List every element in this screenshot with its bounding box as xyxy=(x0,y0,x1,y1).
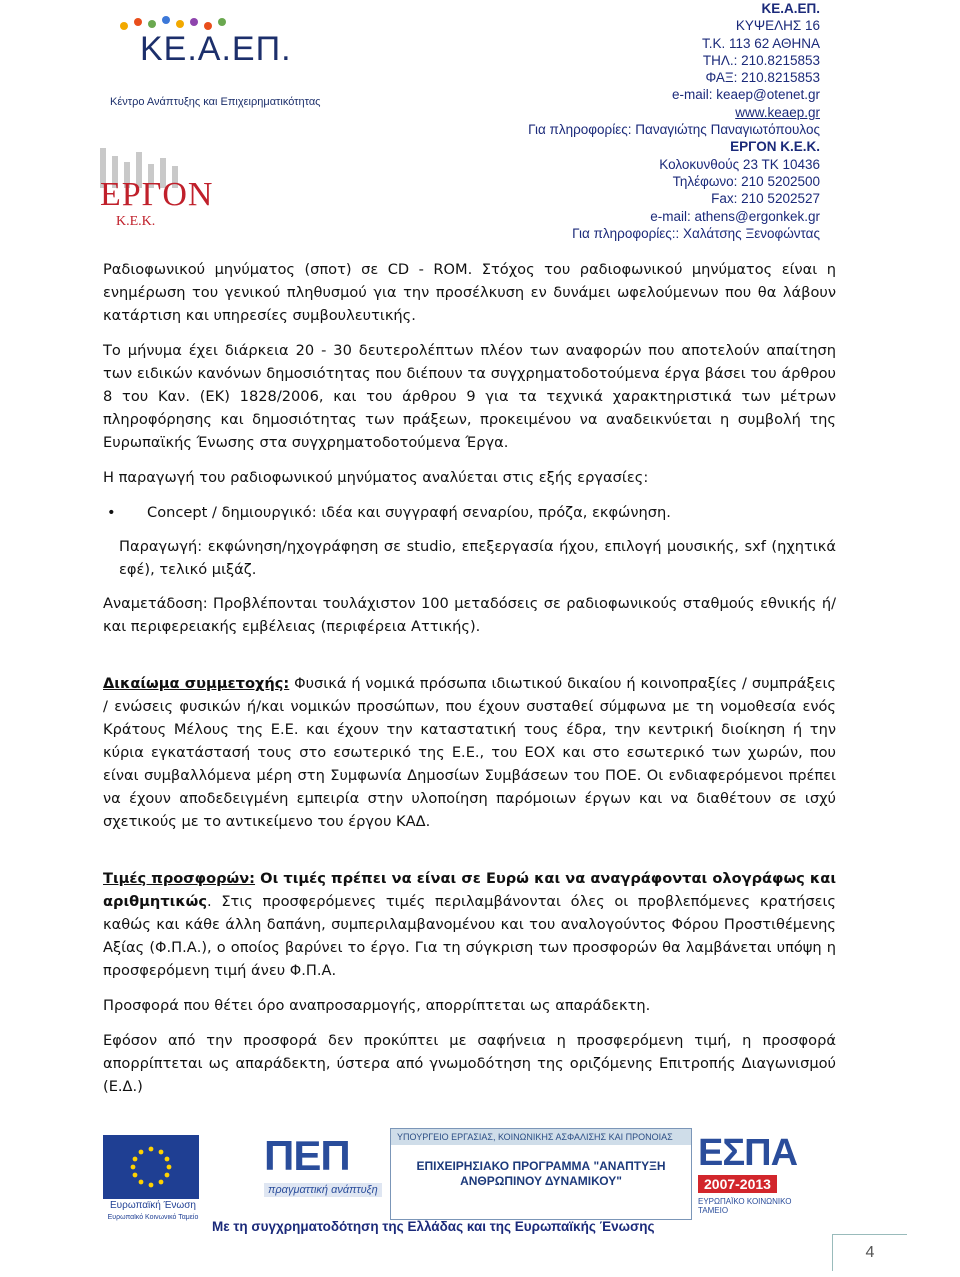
section-label: Τιμές προσφορών: xyxy=(103,870,256,887)
cofinance-note: Με τη συγχρηματοδότηση της Ελλάδας και της Ευρωπαϊκής Ένωσης xyxy=(212,1219,655,1234)
espa-years: 2007-2013 xyxy=(698,1175,777,1193)
ergon-logo-text: ΕΡΓΟΝ xyxy=(100,176,214,213)
contact-line: Για πληροφορίες: Παναγιώτης Παναγιωτόπουλος xyxy=(528,122,820,138)
paragraph-prices xyxy=(103,867,836,982)
paragraph-bold-text: Οι τιμές πρέπει να είναι σε Ευρώ και να αναγράφονται ολογράφως και αριθμητικώς xyxy=(103,870,837,910)
paragraph-text: . Στις προσφερόμενες τιμές περιλαμβάνονται όλες οι προβλεπόμενες κρατήσεις καθώς και κάθε άλλη δαπάνη, συμπεριλαμβανομένου και του αναλογούντος Φόρου Προστιθέμενης Αξίας (Φ.Π.Α.), ο οποίος βαρύνει το έργο. Για τη σύγκριση των προσφορών θα λαμβάνεται υπόψη η προσφερόμενη τιμή άνευ Φ.Π.Α. xyxy=(103,893,836,979)
bullet-item: • Concept / δημιουργικό: ιδέα και συγγραφή σεναρίου, πρόζα, εκφώνηση. xyxy=(103,501,836,524)
page-number: 4 xyxy=(832,1234,907,1271)
paragraph: Ραδιοφωνικού μηνύματος (σποτ) σε CD - ROM. Στόχος του ραδιοφωνικού μηνύματος είναι η ενημέρωση του γενικού πληθυσμού για την προσέλκυση εν δυνάμει ωφελούμενων που θα λάβουν κατάρτιση και υπηρεσίες συμβουλευτικής. xyxy=(103,261,836,324)
programme-text: ΕΠΙΧΕΙΡΗΣΙΑΚΟ ΠΡΟΓΡΑΜΜΑ "ΑΝΑΠΤΥΞΗ ΑΝΘΡΩΠΙΝΟΥ ΔΥΝΑΜΙΚΟΥ" xyxy=(416,1159,666,1188)
espa-logo xyxy=(698,1132,818,1222)
logo-dots-icon xyxy=(104,12,254,52)
ergon-logo-sub: Κ.Ε.Κ. xyxy=(116,214,156,229)
eu-label-text: Ευρωπαϊκή Ένωση xyxy=(110,1200,196,1211)
section-label: Δικαίωμα συμμετοχής: xyxy=(103,675,290,692)
paragraph: Το μήνυμα έχει διάρκεια 20 - 30 δευτερολέπτων πλέον των αναφορών που αποτελούν απαίτηση των ειδικών κανόνων δημοσιότητας που διέπουν τα συγχρηματοδοτούμενα έργα βάσει του άρθρου 8 του Καν. (ΕΚ) 1828/2006, και του άρθρου 9 για τα τεχνικά χαρακτηριστικά των μέτρων πληροφόρησης και δημοσιότητας των πράξεων, προκειμένου να αναδεικνύεται η συμβολή της Ευρωπαϊκής Ένωσης στα συγχρηματοδοτούμενα Έργα. xyxy=(103,342,836,451)
ministry-programme-box xyxy=(390,1128,692,1220)
keaep-logo xyxy=(140,30,292,69)
keaep-logo-text: ΚΕ.Α.ΕΠ. xyxy=(140,30,292,68)
espa-logo-text: ΕΣΠΑ xyxy=(698,1132,798,1174)
contact-line: ΚΥΨΕΛΗΣ 16 xyxy=(735,18,820,34)
eu-flag-icon xyxy=(103,1135,199,1199)
contact-line: ΕΡΓΟΝ Κ.Ε.Κ. xyxy=(730,139,820,155)
contact-block xyxy=(528,0,820,242)
espa-sub-text: ΕΥΡΩΠΑΪΚΟ ΚΟΙΝΩΝΙΚΟ ΤΑΜΕΙΟ xyxy=(698,1197,792,1215)
contact-line: Τ.Κ. 113 62 ΑΘΗΝΑ xyxy=(701,35,820,51)
paragraph: Προσφορά που θέτει όρο αναπροσαρμογής, απορρίπτεται ως απαράδεκτη. xyxy=(103,997,651,1014)
ministry-text: ΥΠΟΥΡΓΕΙΟ ΕΡΓΑΣΙΑΣ, ΚΟΙΝΩΝΙΚΗΣ ΑΣΦΑΛΙΣΗΣ ΚΑΙ ΠΡΟΝΟΙΑΣ xyxy=(391,1129,691,1145)
paragraph-participation xyxy=(103,672,836,833)
paragraph: Αναμετάδοση: Προβλέπονται τουλάχιστον 100 μεταδόσεις σε ραδιοφωνικούς σταθμούς εθνικής ή/ και περιφερειακής εμβέλειας (περιφέρεια Αττικής). xyxy=(103,595,836,635)
paragraph: Εφόσον από την προσφορά δεν προκύπτει με σαφήνεια η προσφερόμενη τιμή, η προσφορά απορρίπτεται ως απαράδεκτη, ύστερα από γνωμοδότηση της οριζόμενης Επιτροπής Διαγωνισμού (Ε.Δ.) xyxy=(103,1032,836,1095)
paragraph: Παραγωγή: εκφώνηση/ηχογράφηση σε studio, επεξεργασία ήχου, επιλογή μουσικής, sxf (ηχητικά εφέ), τελικό μιξάζ. xyxy=(119,538,836,578)
contact-line: ΚΕ.Α.ΕΠ. xyxy=(761,1,820,16)
eu-sub-text: Ευρωπαϊκό Κοινωνικό Ταμείο xyxy=(107,1214,199,1221)
contact-line: Τηλέφωνο: 210 5202500 xyxy=(672,173,820,189)
contact-line: ΤΗΛ.: 210.8215853 xyxy=(702,52,820,68)
eu-label xyxy=(103,1200,203,1224)
contact-line: Για πληροφορίες:: Χαλάτσης Ξενοφώντας xyxy=(572,225,820,241)
contact-line: e-mail: keaep@otenet.gr xyxy=(671,87,820,103)
paragraph-text: Φυσικά ή νομικά πρόσωπα ιδιωτικού δικαίου ή κοινοπραξίες / συμπράξεις / ενώσεις φυσικών ή/και νομικών προσώπων, που έχουν συσταθεί σύμφωνα με τη νομοθεσία ενός Κράτους Μέλους της Ε.Ε. και έχουν την καταστατική τους έδρα, την κεντρική διοίκηση ή την κύρια εγκατάστασή τους στο εσωτερικό της Ε.Ε., του ΕΟΧ και στο εσωτερικό των χωρών, που είναι συμβαλλόμενα μέρη στη Συμφωνία Δημοσίων Συμβάσεων του ΠΟΕ. Οι ενδιαφερόμενοι πρέπει να έχουν αποδεδειγμένη εμπειρία στην υλοποίηση παρόμοιων έργων και να διαθέτουν σε ισχύ σχετικούς με το αντικείμενο του έργου ΚΑΔ. xyxy=(103,675,836,830)
contact-line: Fax: 210 5202527 xyxy=(711,191,820,207)
ergon-logo xyxy=(100,148,214,258)
contact-line: ΦΑΞ: 210.8215853 xyxy=(705,70,820,86)
paragraph: Η παραγωγή του ραδιοφωνικού μηνύματος αναλύεται στις εξής εργασίες: xyxy=(103,469,649,486)
pep-logo-text: ΠΕΠ xyxy=(264,1132,350,1179)
keaep-subtitle: Κέντρο Ανάπτυξης και Επιχειρηματικότητας xyxy=(110,96,321,108)
website-link[interactable]: www.keaep.gr xyxy=(735,104,820,120)
pep-logo xyxy=(264,1132,388,1222)
document-body xyxy=(103,258,836,1098)
pep-sub-text: πραγματτική ανάπτυξη xyxy=(264,1183,382,1197)
contact-line: e-mail: athens@ergonkek.gr xyxy=(650,208,820,224)
contact-line: Κολοκυνθούς 23 ΤΚ 10436 xyxy=(659,156,820,172)
